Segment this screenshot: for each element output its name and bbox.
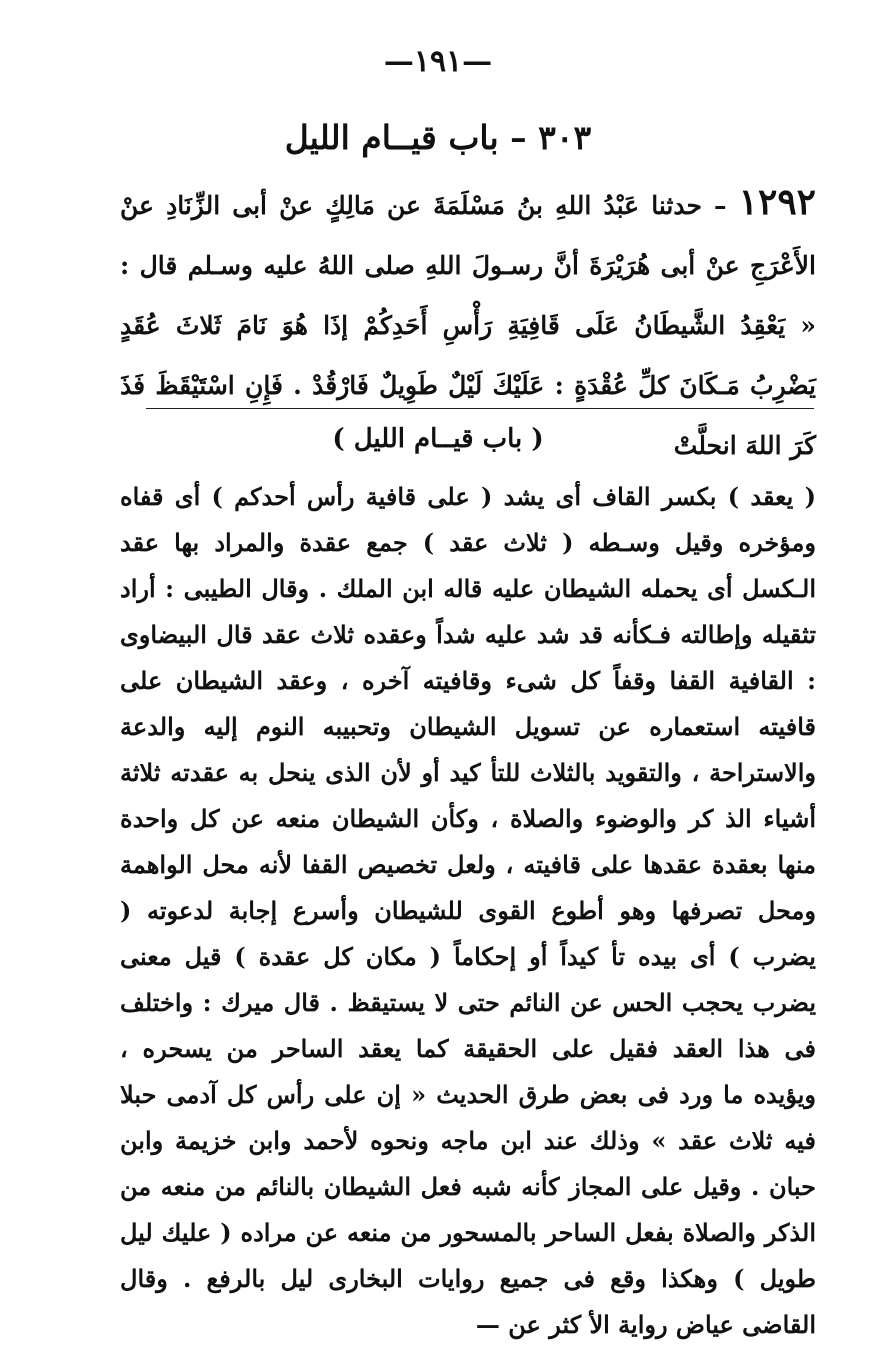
hadith-number: ١٢٩٢ [738, 181, 816, 223]
commentary-text: ( يعقد ) بكسر القاف أى يشد ( على قافية رأس أحدكم ) أى قفاه ومؤخره وقيل وسـطه ( ثلاث عقد ) جمع عقدة والمراد بها عقد الـكسل أى يحمله الشيطان عليه قاله ابن الملك . وقال الطيبى : أراد تثقيله وإطالته فـكأنه قد شد عليه شداً وعقده ثلاث عقد قال البيضاوى : القافية القفا وقفاً كل شىء وقافيته آخره ، وعقد الشيطان على قافيته استعماره عن تسويل الشيطان وتحبيبه النوم إليه والدعة والاستراحة ، والتقويد بالثلاث للتأ كيد أو لأن الذى ينحل به عقدته ثلاثة أشياء الذ كر والوضوء والصلاة ، وكأن الشيطان منعه عن كل واحدة منها بعقدة عقدها على قافيته ، ولعل تخصيص القفا لأنه محل الواهمة ومحل تصرفها وهو أطوع القوى للشيطان وأسرع إجابة لدعوته ( يضرب ) أى بيده تأ كيداً أو إحكاماً ( مكان كل عقدة ) قيل معنى يضرب يحجب الحس عن النائم حتى لا يستيقظ . قال ميرك : واختلف فى هذا العقد فقيل على الحقيقة كما يعقد الساحر من يسحره ، ويؤيده ما ورد فى بعض طرق الحديث « إن على رأس كل آدمى حبلا فيه ثلاث عقد » وذلك عند ابن ماجه ونحوه لأحمد وابن خزيمة وابن حبان . وقيل على المجاز كأنه شبه فعل الشيطان بالنائم من منعه من الذكر والصلاة بفعل الساحر بالمسحور من منعه عن مراده ( عليك ليل طويل ) وهكذا وقع فى جميع روايات البخارى ليل بالرفع . وقال القاضى عياض رواية الأ كثر عن — [120, 482, 817, 1339]
hadith-text: – حدثنا عَبْدُ اللهِ بنُ مَسْلَمَةَ عن مَالِكٍ عنْ أبى الزِّنَادِ عنْ الأَعْرَجِ عنْ أبى هُرَيْرَةَ أنَّ رسـولَ اللهِ صلى اللهُ عليه وسـلم قال : « يَعْقِدُ الشَّيطَانُ عَلَى قَافِيَةِ رَأْسِ أَحَدِكُمْ إذَا هُوَ نَامَ ثَلاثَ عُقَدٍ يَضْرِبُ مَـكَانَ كلِّ عُقْدَةٍ : عَلَيْكَ لَيْلٌ طَوِيلٌ فَارْقُدْ . فَإِنِ اسْتَيْقَظَ فَذَ كَرَ اللهَ انحلَّتْ [120, 191, 816, 460]
page-number: —١٩١— [383, 44, 493, 79]
chapter-heading: ٣٠٣ – باب قيــام الليل [284, 118, 592, 157]
section-divider [146, 408, 814, 409]
commentary-heading: ( باب قيــام الليل ) [332, 424, 544, 454]
commentary-text-block [120, 474, 816, 1348]
